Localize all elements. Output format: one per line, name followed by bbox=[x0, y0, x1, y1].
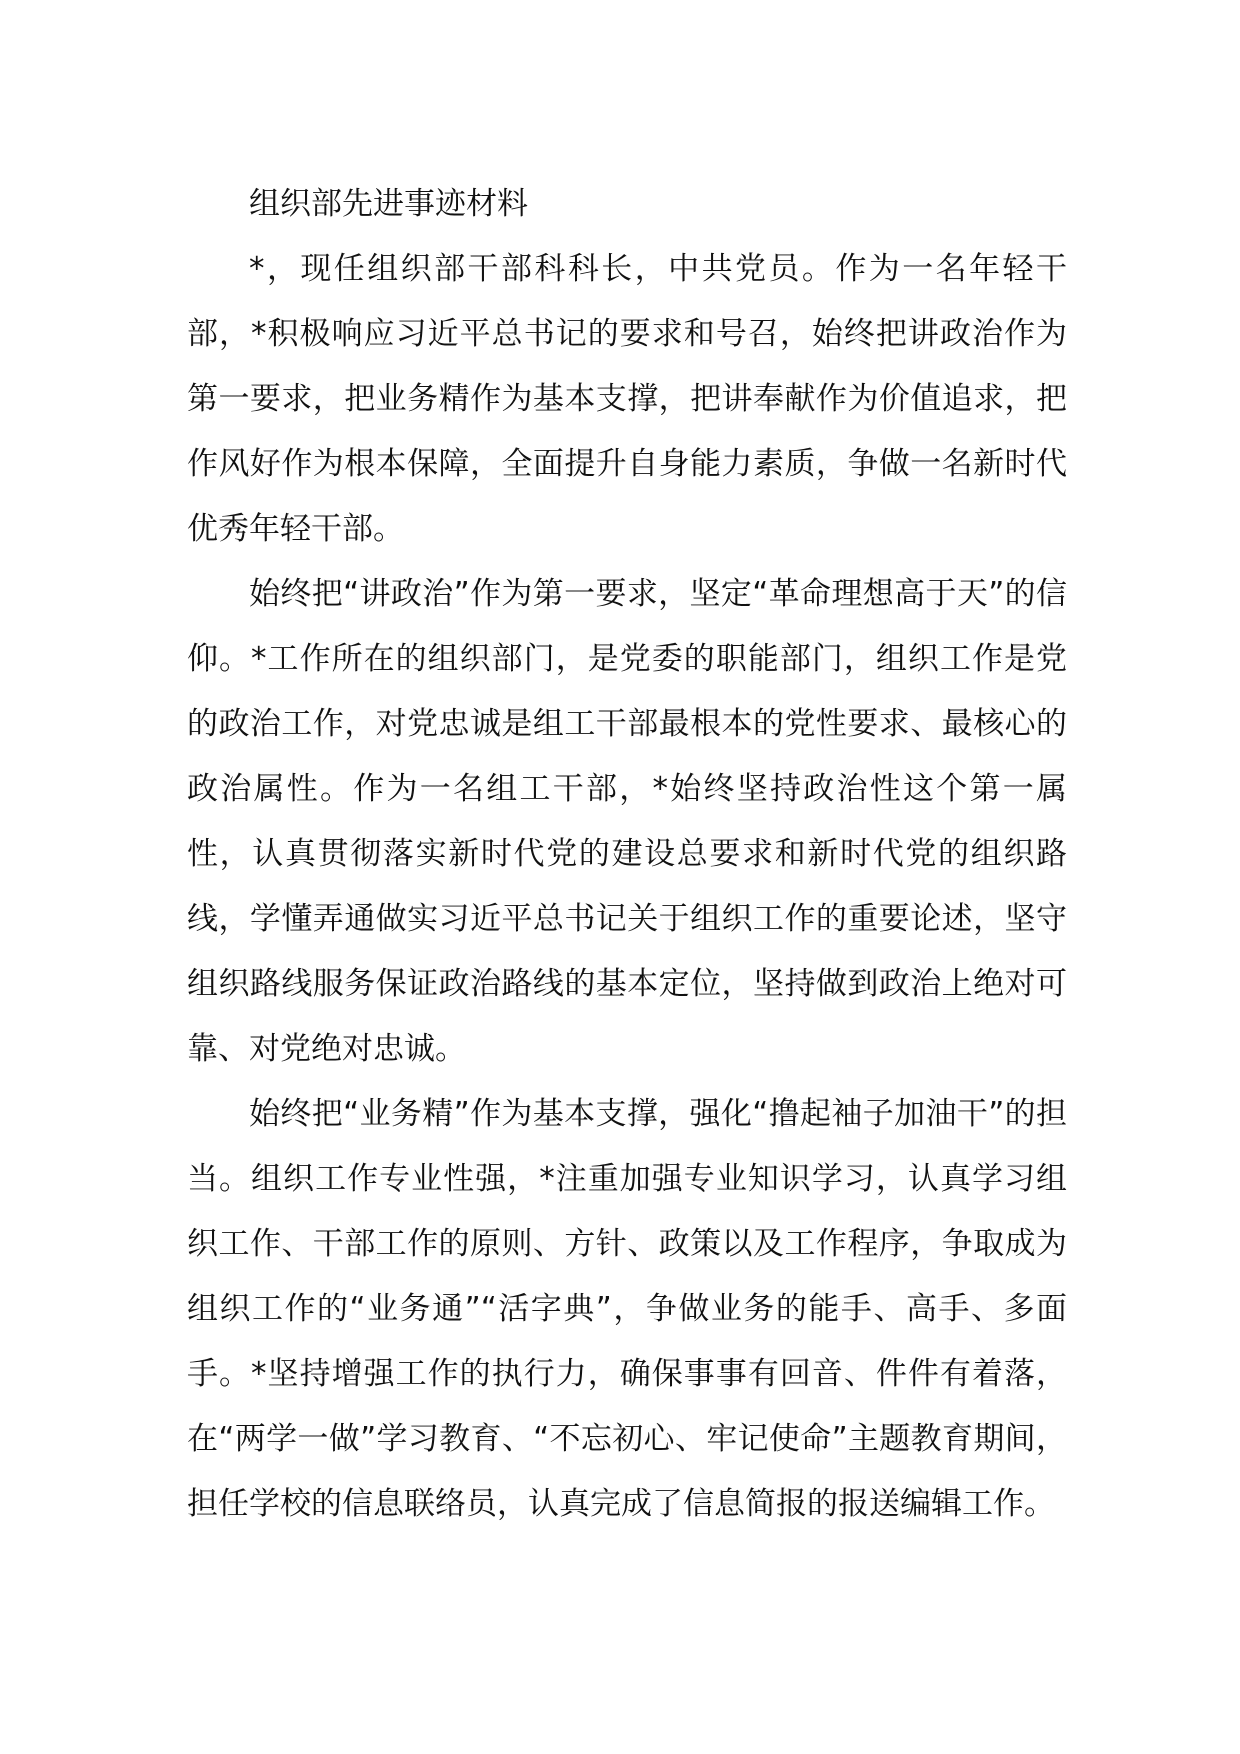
paragraph-professional: 始终把“业务精”作为基本支撑，强化“撸起袖子加油干”的担当。组织工作专业性强，*注重加强专业知识学习，认真学习组织工作、干部工作的原则、方针、政策以及工作程序，争取成为组织工作的“业务通”“活字典”，争做业务的能手、高手、多面手。*坚持增强工作的执行力，确保事事有回音、件件有着落，在“两学一做”学习教育、“不忘初心、牢记使命”主题教育期间，担任学校的信息联络员，认真完成了信息简报的报送编辑工作。 bbox=[187, 1096, 1067, 1522]
paragraph-politics: 始终把“讲政治”作为第一要求，坚定“革命理想高于天”的信仰。*工作所在的组织部门，是党委的职能部门，组织工作是党的政治工作，对党忠诚是组工干部最根本的党性要求、最核心的政治属性。作为一名组工干部，*始终坚持政治性这个第一属性，认真贯彻落实新时代党的建设总要求和新时代党的组织路线，学懂弄通做实习近平总书记关于组织工作的重要论述，坚守组织路线服务保证政治路线的基本定位，坚持做到政治上绝对可靠、对党绝对忠诚。 bbox=[187, 576, 1067, 1067]
paragraph-intro: *，现任组织部干部科科长，中共党员。作为一名年轻干部，*积极响应习近平总书记的要求和号召，始终把讲政治作为第一要求，把业务精作为基本支撑，把讲奉献作为价值追求，把作风好作为根本保障，全面提升自身能力素质，争做一名新时代优秀年轻干部。 bbox=[187, 251, 1067, 547]
document-body bbox=[187, 172, 1067, 1537]
document-title: 组织部先进事迹材料 bbox=[249, 186, 528, 222]
